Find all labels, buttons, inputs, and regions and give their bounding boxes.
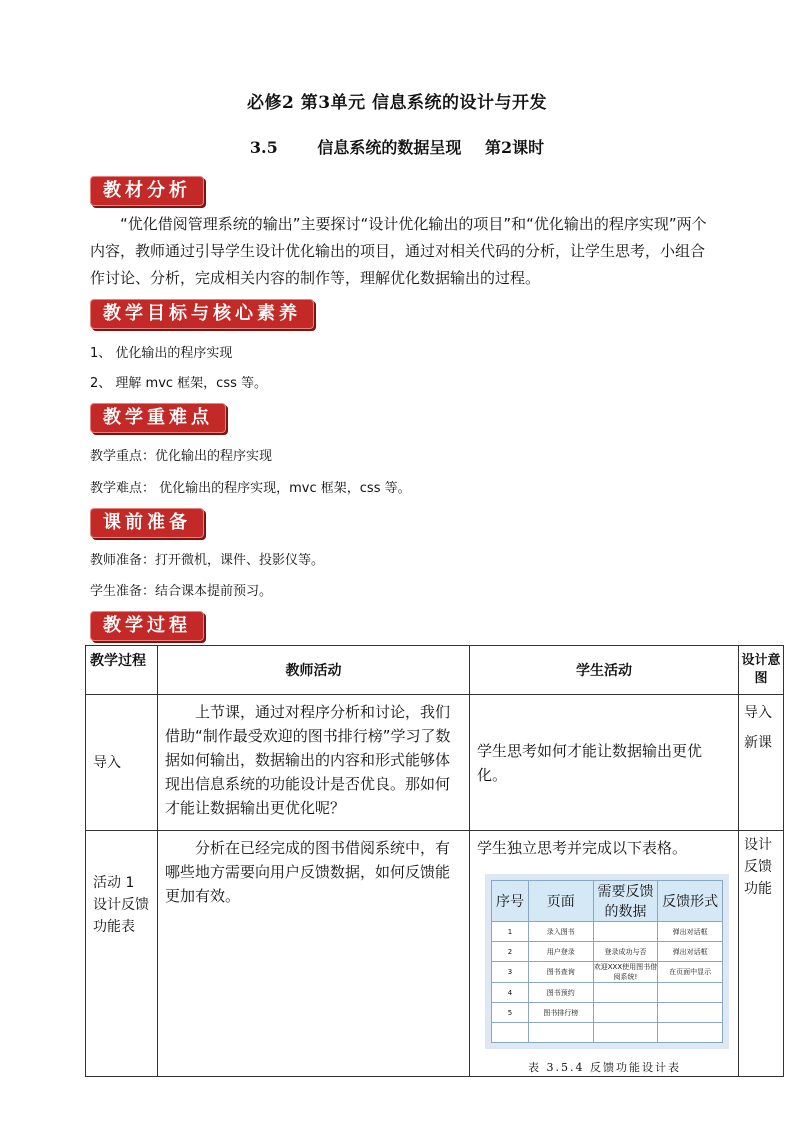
mini-cell: 5 bbox=[492, 1003, 529, 1023]
mini-cell: 图书预约 bbox=[528, 983, 593, 1003]
stage-text: 导入 bbox=[93, 754, 121, 771]
mini-cell: 4 bbox=[492, 983, 529, 1003]
goal-item-2: 2、 理解 mvc 框架，css 等。 bbox=[90, 376, 267, 391]
intent-cell bbox=[739, 695, 784, 831]
mini-row bbox=[492, 922, 723, 942]
feedback-table-image bbox=[485, 874, 729, 1049]
mini-cell bbox=[593, 922, 658, 942]
mini-cell: 2 bbox=[492, 942, 529, 962]
mini-cell: 在页面中显示 bbox=[658, 962, 723, 983]
intent-line-1: 导入 bbox=[744, 705, 772, 721]
mini-cell: 1 bbox=[492, 922, 529, 942]
mini-cell bbox=[492, 1023, 529, 1043]
mini-header-row bbox=[492, 881, 723, 922]
header-stage: 教学过程 bbox=[86, 646, 158, 695]
goal-item-1: 1、 优化输出的程序实现 bbox=[90, 346, 233, 361]
mini-cell bbox=[528, 1023, 593, 1043]
mini-cell bbox=[658, 1023, 723, 1043]
lesson-number: 3.5 bbox=[249, 138, 278, 157]
mini-cell: 3 bbox=[492, 962, 529, 983]
intent-text: 设计反馈功能 bbox=[744, 837, 772, 897]
section-badge-goals: 教学目标与核心素养 bbox=[90, 299, 314, 329]
lesson-heading bbox=[0, 135, 794, 158]
teacher-text: 上节课，通过对程序分析和讨论，我们借助“制作最受欢迎的图书排行榜”学习了数据如何输出，数据输出的内容和形式能够体现出信息系统的功能设计是否优良。那如何才能让数据输出更优化呢？ bbox=[165, 703, 451, 817]
lesson-title: 信息系统的数据呈现 bbox=[317, 138, 462, 157]
mini-header: 需要反馈的数据 bbox=[593, 881, 658, 922]
teacher-cell bbox=[158, 695, 470, 831]
lesson-period: 第2课时 bbox=[484, 138, 545, 157]
table-header-row bbox=[86, 646, 784, 695]
student-cell bbox=[470, 831, 739, 1077]
mini-cell: 欢迎XXX使用图书借阅系统! bbox=[593, 963, 658, 981]
mini-row bbox=[492, 962, 723, 983]
student-prep: 学生准备：结合课本提前预习。 bbox=[90, 584, 273, 599]
mini-cell: 弹出对话框 bbox=[658, 942, 723, 962]
document-title: 必修2 第3单元 信息系统的设计与开发 bbox=[247, 93, 547, 113]
section-badge-prep: 课前准备 bbox=[90, 508, 204, 538]
mini-header: 页面 bbox=[528, 881, 593, 922]
mini-cell: 登录成功与否 bbox=[593, 942, 658, 962]
stage-cell bbox=[86, 695, 158, 831]
mini-header: 序号 bbox=[492, 881, 529, 922]
teacher-cell bbox=[158, 831, 470, 1077]
header-student: 学生活动 bbox=[470, 646, 739, 695]
mini-row bbox=[492, 942, 723, 962]
student-text: 学生独立思考并完成以下表格。 bbox=[477, 839, 688, 857]
table-row bbox=[86, 831, 784, 1077]
stage-line-1: 活动 1 bbox=[93, 875, 135, 891]
section-badge-keypoints: 教学重难点 bbox=[90, 403, 226, 433]
intent-cell bbox=[739, 831, 784, 1077]
feedback-design-table bbox=[491, 880, 723, 1043]
key-point: 教学重点：优化输出的程序实现 bbox=[90, 449, 273, 464]
teacher-text: 分析在已经完成的图书借阅系统中，有哪些地方需要向用户反馈数据，如何反馈能更加有效。 bbox=[165, 839, 451, 905]
header-intent: 设计意图 bbox=[739, 646, 784, 695]
mini-cell bbox=[658, 1003, 723, 1023]
section-badge-analysis: 教材分析 bbox=[90, 176, 204, 206]
stage-cell bbox=[86, 831, 158, 1077]
mini-cell: 图书查询 bbox=[528, 962, 593, 983]
mini-header: 反馈形式 bbox=[658, 881, 723, 922]
teaching-process-table bbox=[85, 645, 784, 1077]
stage-line-2: 设计反馈功能表 bbox=[93, 897, 149, 935]
student-text: 学生思考如何才能让数据输出更优化。 bbox=[477, 741, 703, 784]
table-caption: 表 3.5.4 反馈功能设计表 bbox=[528, 1061, 681, 1074]
mini-row bbox=[492, 1023, 723, 1043]
mini-cell: 录入图书 bbox=[528, 922, 593, 942]
section-badge-process: 教学过程 bbox=[90, 611, 204, 641]
intent-line-2: 新课 bbox=[744, 735, 772, 751]
student-cell bbox=[470, 695, 739, 831]
mini-cell bbox=[658, 983, 723, 1003]
difficult-point: 教学难点： 优化输出的程序实现，mvc 框架，css 等。 bbox=[90, 481, 411, 496]
mini-cell bbox=[593, 1003, 658, 1023]
mini-cell: 弹出对话框 bbox=[658, 922, 723, 942]
mini-cell: 图书排行榜 bbox=[528, 1003, 593, 1023]
table-row bbox=[86, 695, 784, 831]
header-teacher: 教师活动 bbox=[158, 646, 470, 695]
mini-row bbox=[492, 1003, 723, 1023]
teacher-prep: 教师准备：打开微机，课件、投影仪等。 bbox=[90, 553, 325, 568]
mini-row bbox=[492, 983, 723, 1003]
mini-cell bbox=[593, 1023, 658, 1043]
mini-cell: 用户登录 bbox=[528, 942, 593, 962]
analysis-paragraph: “优化借阅管理系统的输出”主要探讨“设计优化输出的项目”和“优化输出的程序实现”两个内容，教师通过引导学生设计优化输出的项目，通过对相关代码的分析，让学生思考，小组合作讨论、分析，完成相关内容的制作等，理解优化数据输出的过程。 bbox=[90, 215, 707, 287]
mini-cell bbox=[593, 983, 658, 1003]
